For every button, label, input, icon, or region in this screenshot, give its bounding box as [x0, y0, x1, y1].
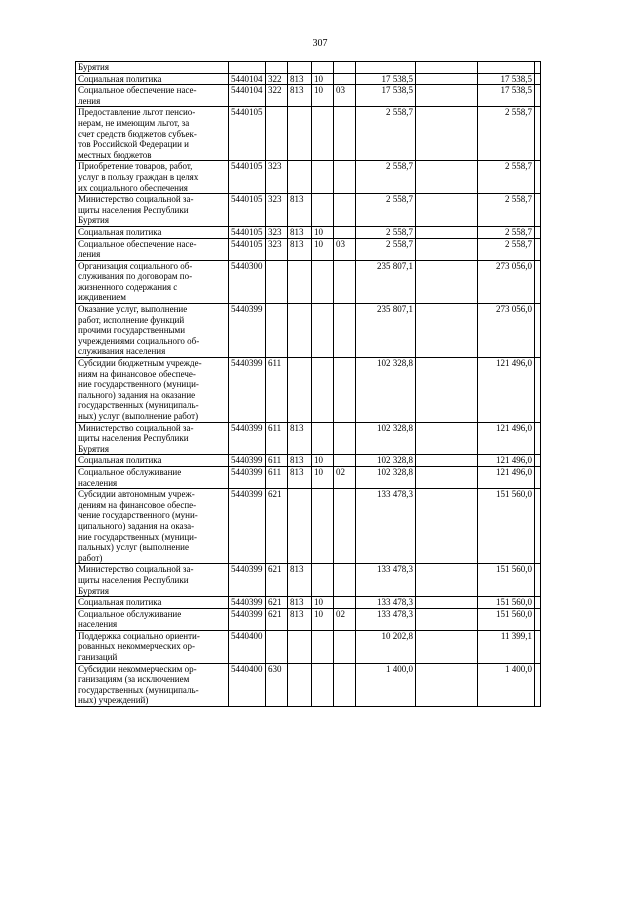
expense-type-cell — [266, 304, 288, 358]
table-row — [76, 358, 541, 423]
subsection-cell — [334, 194, 356, 227]
expense-type-cell — [266, 62, 288, 74]
amount-extra-cell — [416, 630, 478, 663]
amount-extra-cell — [416, 422, 478, 455]
admin-code-cell: 813 — [288, 73, 312, 85]
admin-code-cell: 813 — [288, 608, 312, 630]
amount-year1-cell — [356, 62, 416, 74]
target-code-cell: 5440105 — [229, 107, 266, 161]
subsection-cell: 03 — [334, 238, 356, 260]
amount-year1-cell: 17 538,5 — [356, 73, 416, 85]
amount-year2-cell: 121 496,0 — [478, 466, 535, 488]
subsection-cell — [334, 107, 356, 161]
amount-year2-cell: 17 538,5 — [478, 85, 535, 107]
target-code-cell: 5440399 — [229, 466, 266, 488]
target-code-cell: 5440400 — [229, 663, 266, 706]
amount-extra2-cell — [535, 85, 541, 107]
subsection-cell: 02 — [334, 608, 356, 630]
amount-year1-cell: 2 558,7 — [356, 194, 416, 227]
amount-year2-cell: 121 496,0 — [478, 358, 535, 423]
subsection-cell — [334, 73, 356, 85]
target-code-cell: 5440400 — [229, 630, 266, 663]
subsection-cell — [334, 161, 356, 194]
amount-extra-cell — [416, 85, 478, 107]
amount-year1-cell: 1 400,0 — [356, 663, 416, 706]
subsection-cell — [334, 455, 356, 467]
amount-extra-cell — [416, 489, 478, 564]
section-cell — [312, 107, 334, 161]
expense-type-cell: 611 — [266, 466, 288, 488]
name-cell: Социальная политика — [76, 73, 229, 85]
amount-year1-cell: 2 558,7 — [356, 107, 416, 161]
table-row — [76, 422, 541, 455]
table-row — [76, 489, 541, 564]
amount-year1-cell: 2 558,7 — [356, 238, 416, 260]
name-cell: Социальное обслуживание населения — [76, 608, 229, 630]
subsection-cell — [334, 62, 356, 74]
admin-code-cell: 813 — [288, 466, 312, 488]
amount-extra-cell — [416, 663, 478, 706]
amount-year2-cell: 2 558,7 — [478, 226, 535, 238]
expense-type-cell: 621 — [266, 608, 288, 630]
amount-year1-cell: 235 807,1 — [356, 304, 416, 358]
target-code-cell: 5440105 — [229, 226, 266, 238]
amount-extra-cell — [416, 304, 478, 358]
name-cell: Министерство социальной за- щиты населения Республики Бурятия — [76, 564, 229, 597]
admin-code-cell: 813 — [288, 238, 312, 260]
amount-extra-cell — [416, 226, 478, 238]
name-cell: Министерство социальной за- щиты населения Республики Бурятия — [76, 194, 229, 227]
expense-type-cell: 611 — [266, 422, 288, 455]
name-cell: Социальная политика — [76, 597, 229, 609]
amount-year2-cell: 151 560,0 — [478, 489, 535, 564]
expense-type-cell — [266, 260, 288, 303]
table-row — [76, 597, 541, 609]
amount-extra2-cell — [535, 608, 541, 630]
table-row — [76, 226, 541, 238]
table-row — [76, 663, 541, 706]
amount-year1-cell: 2 558,7 — [356, 226, 416, 238]
amount-extra-cell — [416, 455, 478, 467]
amount-year2-cell: 11 399,1 — [478, 630, 535, 663]
amount-year2-cell: 151 560,0 — [478, 608, 535, 630]
amount-extra2-cell — [535, 358, 541, 423]
amount-extra2-cell — [535, 564, 541, 597]
section-cell — [312, 489, 334, 564]
amount-extra2-cell — [535, 304, 541, 358]
name-cell: Оказание услуг, выполнение работ, исполнение функций прочими государственными учреждениями социального об- служивания населения — [76, 304, 229, 358]
table-row — [76, 466, 541, 488]
subsection-cell — [334, 304, 356, 358]
target-code-cell: 5440300 — [229, 260, 266, 303]
page-number: 307 — [312, 38, 328, 49]
section-cell — [312, 62, 334, 74]
admin-code-cell: 813 — [288, 597, 312, 609]
expense-type-cell — [266, 107, 288, 161]
amount-extra2-cell — [535, 194, 541, 227]
admin-code-cell: 813 — [288, 455, 312, 467]
table-row — [76, 194, 541, 227]
target-code-cell: 5440399 — [229, 304, 266, 358]
amount-extra2-cell — [535, 238, 541, 260]
table-row — [76, 304, 541, 358]
admin-code-cell: 813 — [288, 226, 312, 238]
amount-extra2-cell — [535, 260, 541, 303]
amount-year2-cell: 121 496,0 — [478, 422, 535, 455]
admin-code-cell — [288, 304, 312, 358]
section-cell — [312, 630, 334, 663]
section-cell — [312, 564, 334, 597]
section-cell: 10 — [312, 73, 334, 85]
table-row — [76, 73, 541, 85]
amount-year2-cell: 151 560,0 — [478, 564, 535, 597]
admin-code-cell — [288, 161, 312, 194]
expense-type-cell: 621 — [266, 597, 288, 609]
admin-code-cell — [288, 260, 312, 303]
admin-code-cell — [288, 62, 312, 74]
expense-type-cell: 323 — [266, 161, 288, 194]
name-cell: Приобретение товаров, работ, услуг в пользу граждан в целях их социального обеспечения — [76, 161, 229, 194]
amount-year2-cell: 121 496,0 — [478, 455, 535, 467]
amount-extra2-cell — [535, 455, 541, 467]
target-code-cell: 5440105 — [229, 194, 266, 227]
name-cell: Социальное обеспечение насе- ления — [76, 238, 229, 260]
amount-year1-cell: 133 478,3 — [356, 597, 416, 609]
amount-extra-cell — [416, 608, 478, 630]
expense-type-cell: 630 — [266, 663, 288, 706]
target-code-cell: 5440399 — [229, 455, 266, 467]
amount-extra2-cell — [535, 489, 541, 564]
target-code-cell: 5440399 — [229, 358, 266, 423]
amount-extra2-cell — [535, 466, 541, 488]
admin-code-cell — [288, 358, 312, 423]
name-cell: Министерство социальной за- щиты населения Республики Бурятия — [76, 422, 229, 455]
subsection-cell — [334, 226, 356, 238]
subsection-cell — [334, 663, 356, 706]
budget-table — [75, 61, 541, 707]
amount-extra-cell — [416, 597, 478, 609]
table-body — [76, 62, 541, 707]
expense-type-cell: 621 — [266, 489, 288, 564]
subsection-cell: 03 — [334, 85, 356, 107]
amount-year1-cell: 102 328,8 — [356, 455, 416, 467]
table-row — [76, 564, 541, 597]
admin-code-cell — [288, 107, 312, 161]
expense-type-cell: 323 — [266, 226, 288, 238]
amount-extra-cell — [416, 564, 478, 597]
table-row — [76, 62, 541, 74]
subsection-cell — [334, 422, 356, 455]
target-code-cell: 5440399 — [229, 489, 266, 564]
subsection-cell — [334, 597, 356, 609]
table-row — [76, 85, 541, 107]
amount-extra2-cell — [535, 161, 541, 194]
amount-year1-cell: 10 202,8 — [356, 630, 416, 663]
table-row — [76, 260, 541, 303]
target-code-cell: 5440104 — [229, 73, 266, 85]
amount-year2-cell: 2 558,7 — [478, 107, 535, 161]
section-cell: 10 — [312, 226, 334, 238]
section-cell — [312, 194, 334, 227]
name-cell: Бурятия — [76, 62, 229, 74]
amount-year1-cell: 102 328,8 — [356, 422, 416, 455]
table-row — [76, 455, 541, 467]
expense-type-cell: 611 — [266, 455, 288, 467]
expense-type-cell: 322 — [266, 73, 288, 85]
amount-year2-cell — [478, 62, 535, 74]
expense-type-cell: 621 — [266, 564, 288, 597]
section-cell — [312, 260, 334, 303]
section-cell: 10 — [312, 455, 334, 467]
target-code-cell: 5440399 — [229, 564, 266, 597]
section-cell: 10 — [312, 238, 334, 260]
amount-year2-cell: 273 056,0 — [478, 260, 535, 303]
amount-extra-cell — [416, 358, 478, 423]
name-cell: Субсидии бюджетным учрежде- ниям на финансовое обеспече- ние государственного (муници- пального) задания на оказание государственных (муниципаль- ных) услуг (выполнение работ) — [76, 358, 229, 423]
name-cell: Социальное обслуживание населения — [76, 466, 229, 488]
admin-code-cell — [288, 663, 312, 706]
name-cell: Субсидии некоммерческим ор- ганизациям (за исключением государственных (муниципаль- ных) учреждений) — [76, 663, 229, 706]
amount-extra-cell — [416, 62, 478, 74]
expense-type-cell: 323 — [266, 238, 288, 260]
subsection-cell — [334, 630, 356, 663]
target-code-cell: 5440399 — [229, 597, 266, 609]
section-cell — [312, 161, 334, 194]
amount-extra2-cell — [535, 226, 541, 238]
target-code-cell — [229, 62, 266, 74]
amount-year1-cell: 17 538,5 — [356, 85, 416, 107]
subsection-cell — [334, 489, 356, 564]
expense-type-cell: 322 — [266, 85, 288, 107]
amount-extra2-cell — [535, 73, 541, 85]
subsection-cell: 02 — [334, 466, 356, 488]
expense-type-cell — [266, 630, 288, 663]
amount-year1-cell: 133 478,3 — [356, 608, 416, 630]
amount-extra2-cell — [535, 422, 541, 455]
amount-year1-cell: 102 328,8 — [356, 358, 416, 423]
name-cell: Социальное обеспечение насе- ления — [76, 85, 229, 107]
amount-year2-cell: 17 538,5 — [478, 73, 535, 85]
name-cell: Социальная политика — [76, 455, 229, 467]
amount-year2-cell: 2 558,7 — [478, 194, 535, 227]
amount-extra-cell — [416, 260, 478, 303]
admin-code-cell: 813 — [288, 422, 312, 455]
amount-year1-cell: 235 807,1 — [356, 260, 416, 303]
amount-year2-cell: 2 558,7 — [478, 161, 535, 194]
admin-code-cell — [288, 489, 312, 564]
section-cell — [312, 358, 334, 423]
section-cell — [312, 663, 334, 706]
name-cell: Организация социального об- служивания по договорам по- жизненного содержания с иждивением — [76, 260, 229, 303]
amount-year1-cell: 102 328,8 — [356, 466, 416, 488]
amount-extra2-cell — [535, 107, 541, 161]
amount-extra-cell — [416, 238, 478, 260]
table-row — [76, 161, 541, 194]
amount-extra-cell — [416, 161, 478, 194]
expense-type-cell: 323 — [266, 194, 288, 227]
amount-extra-cell — [416, 107, 478, 161]
admin-code-cell: 813 — [288, 564, 312, 597]
subsection-cell — [334, 358, 356, 423]
amount-extra-cell — [416, 194, 478, 227]
expense-type-cell: 611 — [266, 358, 288, 423]
target-code-cell: 5440399 — [229, 422, 266, 455]
target-code-cell: 5440105 — [229, 161, 266, 194]
section-cell — [312, 422, 334, 455]
amount-extra-cell — [416, 466, 478, 488]
section-cell: 10 — [312, 597, 334, 609]
table-row — [76, 608, 541, 630]
section-cell — [312, 304, 334, 358]
amount-extra-cell — [416, 73, 478, 85]
amount-extra2-cell — [535, 62, 541, 74]
amount-year1-cell: 133 478,3 — [356, 489, 416, 564]
name-cell: Предоставление льгот пенсио- нерам, не имеющим льгот, за счет средств бюджетов субъек- тов Российской Федерации и местных бюджетов — [76, 107, 229, 161]
section-cell: 10 — [312, 608, 334, 630]
amount-extra2-cell — [535, 630, 541, 663]
target-code-cell: 5440399 — [229, 608, 266, 630]
target-code-cell: 5440105 — [229, 238, 266, 260]
amount-year1-cell: 2 558,7 — [356, 161, 416, 194]
amount-year1-cell: 133 478,3 — [356, 564, 416, 597]
amount-extra2-cell — [535, 597, 541, 609]
subsection-cell — [334, 260, 356, 303]
name-cell: Социальная политика — [76, 226, 229, 238]
target-code-cell: 5440104 — [229, 85, 266, 107]
name-cell: Поддержка социально ориенти- рованных некоммерческих ор- ганизаций — [76, 630, 229, 663]
name-cell: Субсидии автономным учреж- дениям на финансовое обеспе- чение государственного (муни- ципального) задания на оказа- ние государственных (муници- пальных) услуг (выполнение работ) — [76, 489, 229, 564]
section-cell: 10 — [312, 466, 334, 488]
amount-year2-cell: 2 558,7 — [478, 238, 535, 260]
amount-year2-cell: 273 056,0 — [478, 304, 535, 358]
section-cell: 10 — [312, 85, 334, 107]
amount-year2-cell: 151 560,0 — [478, 597, 535, 609]
admin-code-cell — [288, 630, 312, 663]
amount-extra2-cell — [535, 663, 541, 706]
table-row — [76, 238, 541, 260]
subsection-cell — [334, 564, 356, 597]
table-row — [76, 630, 541, 663]
admin-code-cell: 813 — [288, 194, 312, 227]
admin-code-cell: 813 — [288, 85, 312, 107]
amount-year2-cell: 1 400,0 — [478, 663, 535, 706]
table-row — [76, 107, 541, 161]
